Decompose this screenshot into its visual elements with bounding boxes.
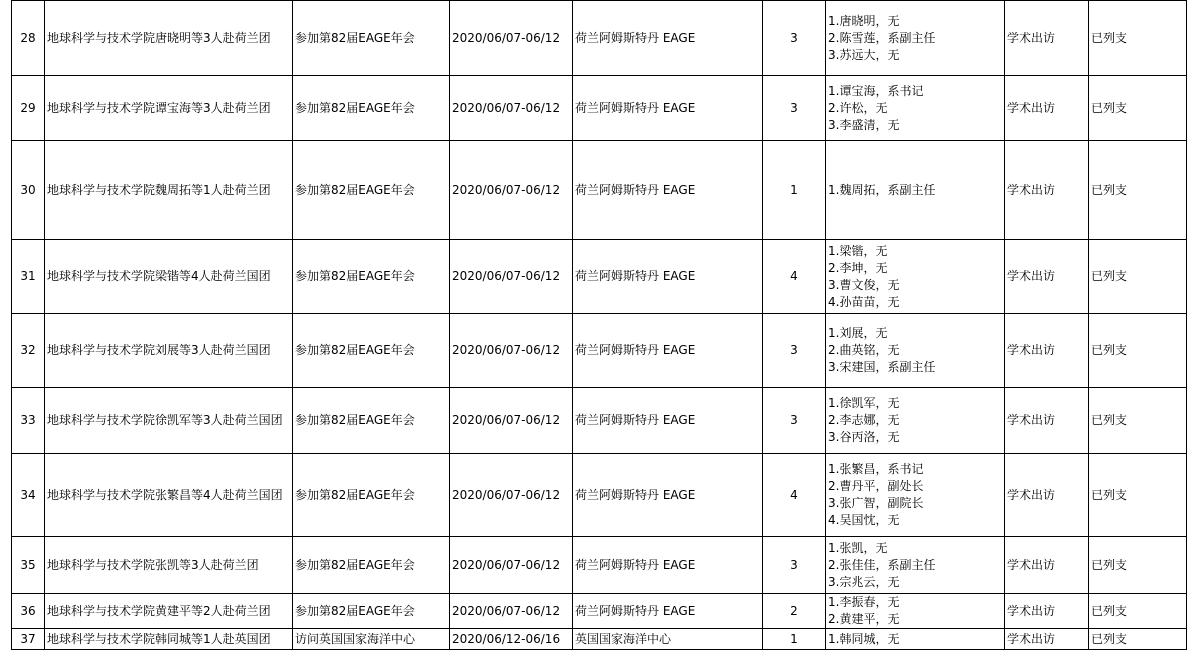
expense-status: 已列支 [1089, 537, 1187, 594]
member-entry: 1.唐晓明，无 [828, 13, 900, 28]
trip-type: 学术出访 [1005, 1, 1089, 76]
member-entry: 3.苏远大，无 [828, 47, 900, 62]
member-count: 3 [763, 314, 826, 388]
member-count: 4 [763, 240, 826, 314]
expense-status: 已列支 [1089, 314, 1187, 388]
trip-dates: 2020/06/12-06/16 [450, 629, 573, 650]
member-entry: 3.宗兆云，无 [828, 574, 900, 589]
member-entry: 1.刘展，无 [828, 326, 888, 340]
trip-dates: 2020/06/07-06/12 [450, 141, 573, 240]
trip-type: 学术出访 [1005, 454, 1089, 537]
trip-purpose: 参加第82届EAGE年会 [293, 141, 450, 240]
member-entry: 3.李盛清，无 [828, 117, 900, 132]
table-row [12, 76, 1187, 141]
member-count: 1 [763, 629, 826, 650]
trip-dates: 2020/06/07-06/12 [450, 240, 573, 314]
row-number: 31 [12, 240, 45, 314]
table-row [12, 454, 1187, 537]
member-entry: 3.张广智，副院长 [828, 496, 924, 510]
expense-status: 已列支 [1089, 76, 1187, 141]
destination: 英国国家海洋中心 [573, 629, 763, 650]
delegation-name: 地球科学与技术学院唐晓明等3人赴荷兰团 [45, 1, 293, 76]
trip-dates: 2020/06/07-06/12 [450, 314, 573, 388]
delegation-name: 地球科学与技术学院魏周拓等1人赴荷兰团 [45, 141, 293, 240]
member-entry: 3.宋建国，系副主任 [828, 360, 936, 374]
destination: 荷兰阿姆斯特丹 EAGE [573, 314, 763, 388]
delegation-name: 地球科学与技术学院刘展等3人赴荷兰国团 [45, 314, 293, 388]
member-list [826, 629, 1005, 650]
expense-status: 已列支 [1089, 629, 1187, 650]
member-list [826, 240, 1005, 314]
table-row [12, 388, 1187, 454]
table-row [12, 240, 1187, 314]
member-entry: 2.黄建平，无 [828, 612, 900, 626]
trip-type: 学术出访 [1005, 240, 1089, 314]
destination: 荷兰阿姆斯特丹 EAGE [573, 141, 763, 240]
table-body [12, 1, 1187, 650]
member-entry: 2.陈雪莲，系副主任 [828, 30, 936, 45]
destination: 荷兰阿姆斯特丹 EAGE [573, 1, 763, 76]
member-entry: 4.孙苗苗，无 [828, 294, 900, 309]
expense-status: 已列支 [1089, 240, 1187, 314]
row-number: 33 [12, 388, 45, 454]
row-number: 28 [12, 1, 45, 76]
destination: 荷兰阿姆斯特丹 EAGE [573, 388, 763, 454]
trip-purpose: 访问英国国家海洋中心 [293, 629, 450, 650]
member-entry: 1.魏周拓，系副主任 [828, 182, 936, 197]
row-number: 37 [12, 629, 45, 650]
member-list [826, 594, 1005, 629]
member-entry: 1.李振春，无 [828, 595, 900, 609]
row-number: 34 [12, 454, 45, 537]
member-entry: 2.许松，无 [828, 100, 888, 115]
member-entry: 2.李志娜，无 [828, 413, 900, 427]
trip-type: 学术出访 [1005, 76, 1089, 141]
member-list [826, 388, 1005, 454]
destination: 荷兰阿姆斯特丹 EAGE [573, 76, 763, 141]
row-number: 36 [12, 594, 45, 629]
delegation-name: 地球科学与技术学院张繁昌等4人赴荷兰国团 [45, 454, 293, 537]
member-entry: 1.张繁昌，系书记 [828, 462, 924, 476]
member-count: 4 [763, 454, 826, 537]
table-row [12, 629, 1187, 650]
trip-purpose: 参加第82届EAGE年会 [293, 454, 450, 537]
member-entry: 2.曲英铭，无 [828, 343, 900, 357]
member-list [826, 76, 1005, 141]
row-number: 35 [12, 537, 45, 594]
delegation-name: 地球科学与技术学院黄建平等2人赴荷兰团 [45, 594, 293, 629]
delegation-name: 地球科学与技术学院徐凯军等3人赴荷兰国团 [45, 388, 293, 454]
destination: 荷兰阿姆斯特丹 EAGE [573, 240, 763, 314]
member-count: 3 [763, 388, 826, 454]
member-count: 3 [763, 537, 826, 594]
destination: 荷兰阿姆斯特丹 EAGE [573, 537, 763, 594]
member-entry: 1.韩同城，无 [828, 631, 900, 646]
delegation-name: 地球科学与技术学院张凯等3人赴荷兰团 [45, 537, 293, 594]
expense-table [11, 0, 1187, 650]
member-entry: 1.梁锴，无 [828, 243, 888, 258]
trip-purpose: 参加第82届EAGE年会 [293, 76, 450, 141]
member-list [826, 314, 1005, 388]
delegation-name: 地球科学与技术学院韩同城等1人赴英国团 [45, 629, 293, 650]
member-entry: 2.李坤，无 [828, 260, 888, 275]
expense-status: 已列支 [1089, 388, 1187, 454]
member-entry: 2.曹丹平，副处长 [828, 479, 924, 493]
trip-purpose: 参加第82届EAGE年会 [293, 537, 450, 594]
trip-dates: 2020/06/07-06/12 [450, 594, 573, 629]
trip-type: 学术出访 [1005, 388, 1089, 454]
member-count: 3 [763, 76, 826, 141]
table-row [12, 141, 1187, 240]
trip-purpose: 参加第82届EAGE年会 [293, 594, 450, 629]
delegation-name: 地球科学与技术学院梁锴等4人赴荷兰国团 [45, 240, 293, 314]
member-count: 2 [763, 594, 826, 629]
trip-type: 学术出访 [1005, 141, 1089, 240]
member-entry: 3.曹文俊，无 [828, 277, 900, 292]
trip-dates: 2020/06/07-06/12 [450, 537, 573, 594]
trip-purpose: 参加第82届EAGE年会 [293, 240, 450, 314]
destination: 荷兰阿姆斯特丹 EAGE [573, 594, 763, 629]
trip-dates: 2020/06/07-06/12 [450, 388, 573, 454]
trip-dates: 2020/06/07-06/12 [450, 76, 573, 141]
trip-purpose: 参加第82届EAGE年会 [293, 1, 450, 76]
row-number: 29 [12, 76, 45, 141]
destination: 荷兰阿姆斯特丹 EAGE [573, 454, 763, 537]
member-entry: 3.谷丙洛，无 [828, 430, 900, 444]
table-row [12, 1, 1187, 76]
member-count: 1 [763, 141, 826, 240]
member-entry: 1.谭宝海，系书记 [828, 83, 924, 98]
table-row [12, 537, 1187, 594]
member-list [826, 1, 1005, 76]
trip-type: 学术出访 [1005, 594, 1089, 629]
delegation-name: 地球科学与技术学院谭宝海等3人赴荷兰团 [45, 76, 293, 141]
trip-dates: 2020/06/07-06/12 [450, 454, 573, 537]
trip-dates: 2020/06/07-06/12 [450, 1, 573, 76]
trip-purpose: 参加第82届EAGE年会 [293, 314, 450, 388]
member-list [826, 454, 1005, 537]
expense-status: 已列支 [1089, 594, 1187, 629]
trip-type: 学术出访 [1005, 537, 1089, 594]
table-row [12, 594, 1187, 629]
member-list [826, 537, 1005, 594]
member-entry: 4.吴国忱，无 [828, 513, 900, 527]
expense-status: 已列支 [1089, 141, 1187, 240]
expense-status: 已列支 [1089, 454, 1187, 537]
member-entry: 1.徐凯军，无 [828, 396, 900, 410]
row-number: 30 [12, 141, 45, 240]
member-entry: 1.张凯，无 [828, 540, 888, 555]
expense-status: 已列支 [1089, 1, 1187, 76]
trip-purpose: 参加第82届EAGE年会 [293, 388, 450, 454]
trip-type: 学术出访 [1005, 314, 1089, 388]
member-list [826, 141, 1005, 240]
table-row [12, 314, 1187, 388]
member-entry: 2.张佳佳，系副主任 [828, 557, 936, 572]
member-count: 3 [763, 1, 826, 76]
row-number: 32 [12, 314, 45, 388]
trip-type: 学术出访 [1005, 629, 1089, 650]
